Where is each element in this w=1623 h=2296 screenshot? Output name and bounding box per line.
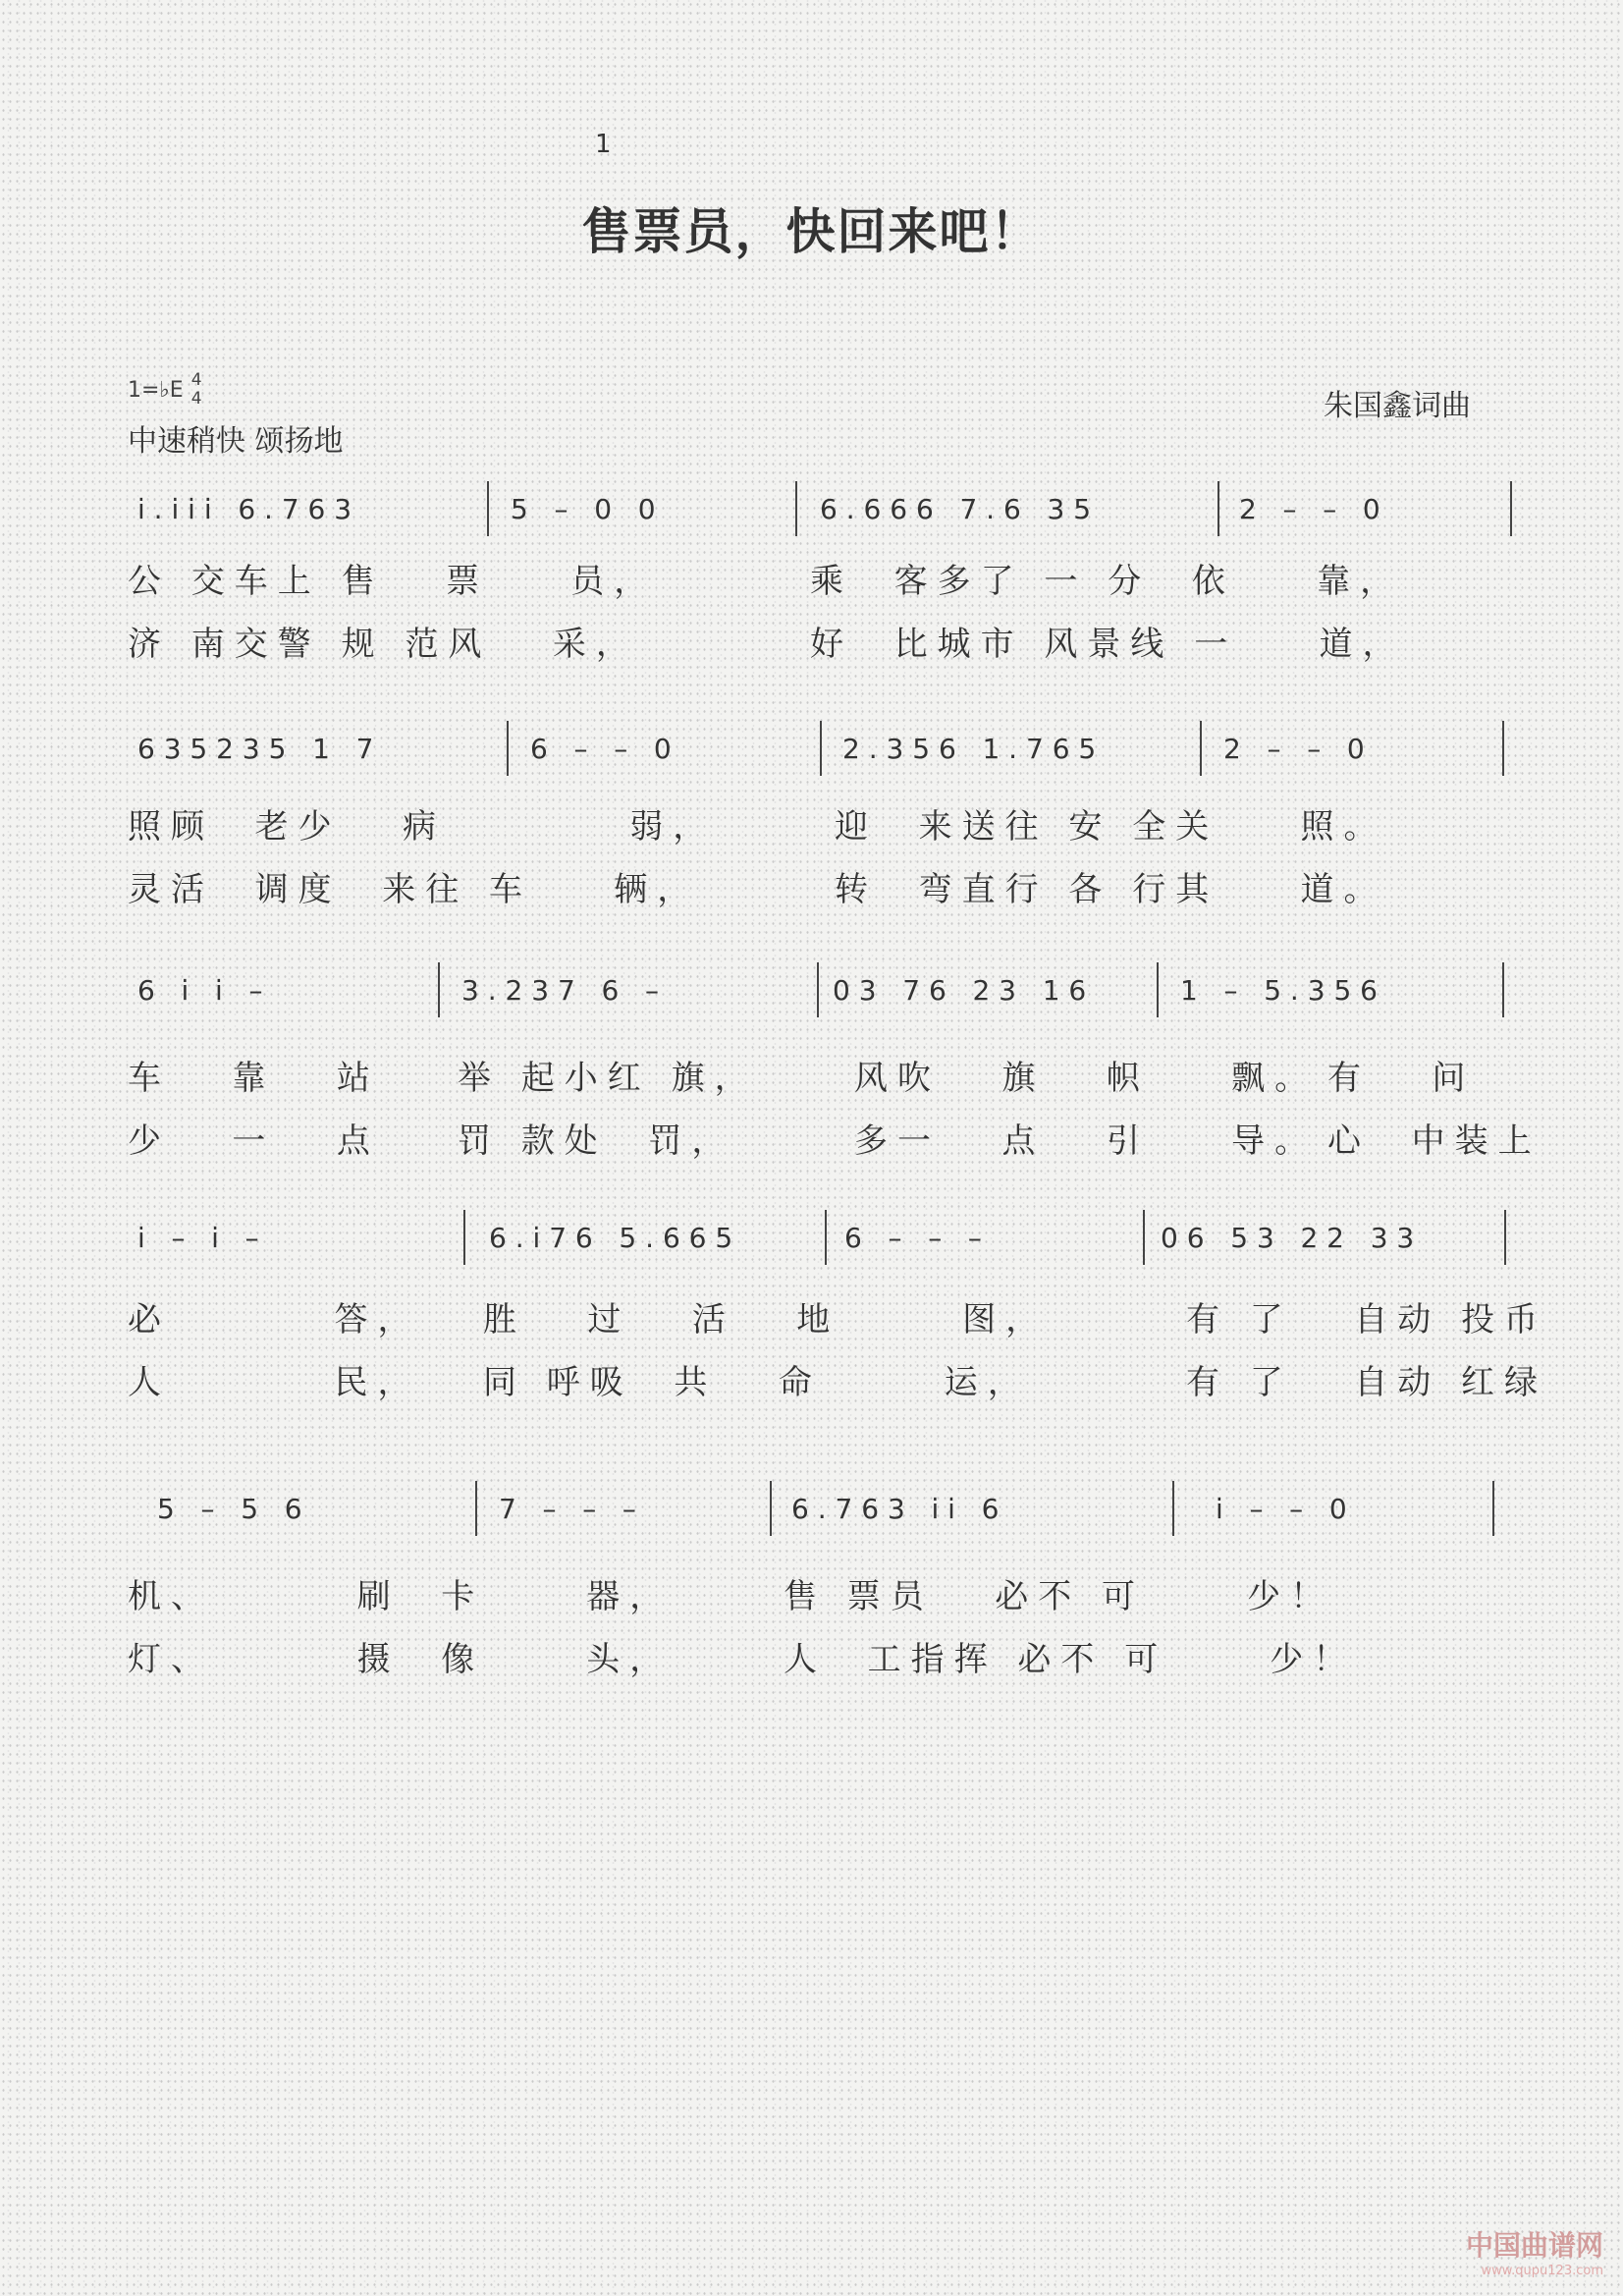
site-watermark	[1466, 2224, 1603, 2278]
watermark-name: 中国曲谱网	[1465, 2229, 1603, 2262]
page-mark: 1	[595, 130, 612, 159]
barline	[475, 1481, 477, 1536]
lyric-phrase: 售 票员 必不 可 少！	[784, 1577, 1334, 1616]
barline	[463, 1210, 465, 1265]
barline	[770, 1481, 772, 1536]
lyric-phrase: 举 起小红 旗，	[458, 1059, 758, 1098]
lyric-phrase: 迎 来送往 安 全关 照。	[835, 807, 1387, 847]
measure: 2 – – 0	[1239, 492, 1380, 525]
lyric-phrase: 有 了 自动 投币	[1186, 1300, 1548, 1339]
measure: 3 . 2 3 7 6 –	[461, 973, 659, 1007]
lyric-phrase: 心 中装上	[1327, 1121, 1542, 1161]
barline	[1217, 481, 1219, 536]
measure: 5 – 0 0	[511, 492, 656, 525]
barline	[795, 481, 797, 536]
score-system-1	[128, 481, 1512, 680]
final-barline	[1492, 1481, 1500, 1536]
time-signature	[191, 371, 202, 409]
barline	[438, 962, 440, 1017]
barline	[1502, 962, 1504, 1017]
lyric-line-2	[128, 862, 1512, 925]
lyric-phrase: 多一 点 引 导。	[854, 1121, 1319, 1161]
lyric-line-2	[128, 1114, 1542, 1176]
barline	[1200, 721, 1202, 776]
score-system-4	[128, 1210, 1548, 1418]
tempo-marking: 中速稍快 颂扬地	[128, 424, 344, 459]
measure: 2 – – 0	[1223, 732, 1365, 765]
barline	[1143, 1210, 1145, 1265]
lyric-line-2	[128, 617, 1512, 680]
barline	[1172, 1481, 1174, 1536]
watermark-url: www.qupu123.com	[1481, 2264, 1603, 2278]
measure: 2 . 3 5 6 1 . 7 6 5	[842, 732, 1097, 765]
lyric-line-1	[128, 1292, 1548, 1355]
score-system-5	[128, 1481, 1512, 1695]
lyric-phrase: 机、 刷 卡 器，	[128, 1577, 674, 1616]
lyric-phrase: 灵活 调度 来往 车 辆，	[128, 870, 701, 909]
lyric-line-1	[128, 1569, 1512, 1632]
lyric-line-2	[128, 1632, 1512, 1695]
lyric-phrase: 公 交车上 售 票 员，	[128, 562, 658, 601]
measure: 0 3 7 6 2 3 1 6	[833, 973, 1087, 1007]
measure: 6 . 6 6 6 7 . 6 3 5	[820, 492, 1092, 525]
measure: i̇ – i̇ –	[137, 1221, 259, 1254]
lyric-phrase: 少 一 点	[128, 1121, 380, 1161]
measure: 5 – 5 6	[157, 1492, 302, 1525]
lyric-line-1	[128, 1051, 1512, 1114]
lyric-phrase: 照顾 老少 病 弱，	[128, 807, 717, 847]
barline	[1510, 481, 1512, 536]
lyric-phrase: 必 答，	[128, 1300, 421, 1339]
notation-line	[128, 1481, 1512, 1536]
notation-line	[128, 481, 1512, 536]
measure: 1 – 5 . 3 5 6	[1180, 973, 1378, 1007]
lyric-phrase: 车 靠 站	[128, 1059, 380, 1098]
lyric-phrase: 乘 客多了 一 分 依 靠，	[810, 562, 1404, 601]
barline	[487, 481, 489, 536]
notation-line	[128, 962, 1512, 1017]
lyric-phrase: 同 呼吸 共 命 运，	[483, 1363, 1031, 1402]
barline	[820, 721, 822, 776]
barline	[1504, 1210, 1506, 1265]
lyric-phrase: 有 了 自动 红绿	[1186, 1363, 1548, 1402]
lyric-phrase: 人 工指挥 必不 可 少！	[784, 1640, 1357, 1679]
lyric-phrase: 人 民，	[128, 1363, 421, 1402]
measure: 6 3 5 2 3 5 1 7	[137, 732, 374, 765]
lyric-line-1	[128, 799, 1512, 862]
barline	[1157, 962, 1159, 1017]
lyric-phrase: 灯、 摄 像 头，	[128, 1640, 674, 1679]
lyric-phrase: 济 南交警 规 范风 采，	[128, 625, 639, 664]
measure: 6 . 7 6 3 i̇ i̇ 6	[791, 1492, 1000, 1525]
time-signature-bottom: 4	[190, 389, 202, 409]
notation-line	[128, 721, 1512, 776]
lyric-phrase: 风吹 旗 帜 飘。	[854, 1059, 1319, 1098]
measure: 0 6 5 3 2 2 3 3	[1161, 1221, 1415, 1254]
measure: 6 – – 0	[530, 732, 672, 765]
lyric-phrase: 好 比城市 风景线 一 道，	[810, 625, 1406, 664]
barline	[507, 721, 509, 776]
barline	[825, 1210, 827, 1265]
key-signature	[128, 371, 202, 409]
measure: 6 . i̇ 7 6 5 . 6 6 5	[489, 1221, 733, 1254]
key-label: 1=♭E	[128, 377, 184, 403]
measure: i̇ . i̇ i̇ i̇ 6 . 7 6 3	[137, 492, 352, 525]
measure: 6 – – –	[844, 1221, 982, 1254]
barline	[1502, 721, 1504, 776]
notation-line	[128, 1210, 1512, 1265]
lyric-line-1	[128, 554, 1512, 617]
lyric-phrase: 转 弯直行 各 行其 道。	[835, 870, 1387, 909]
measure: 6 i̇ i̇ –	[137, 973, 263, 1007]
time-signature-top: 4	[190, 370, 202, 390]
composer-credit: 朱国鑫词曲	[1324, 389, 1471, 423]
measure: 7 – – –	[499, 1492, 636, 1525]
measure: i̇ – – 0	[1216, 1492, 1347, 1525]
song-title: 售票员，快回来吧！	[581, 203, 1042, 260]
lyric-phrase: 罚 款处 罚，	[458, 1121, 735, 1161]
score-system-3	[128, 962, 1542, 1176]
barline	[817, 962, 819, 1017]
lyric-line-2	[128, 1355, 1548, 1418]
score-system-2	[128, 721, 1512, 925]
lyric-phrase: 有 问	[1327, 1059, 1476, 1098]
lyric-phrase: 胜 过 活 地 图，	[483, 1300, 1050, 1339]
